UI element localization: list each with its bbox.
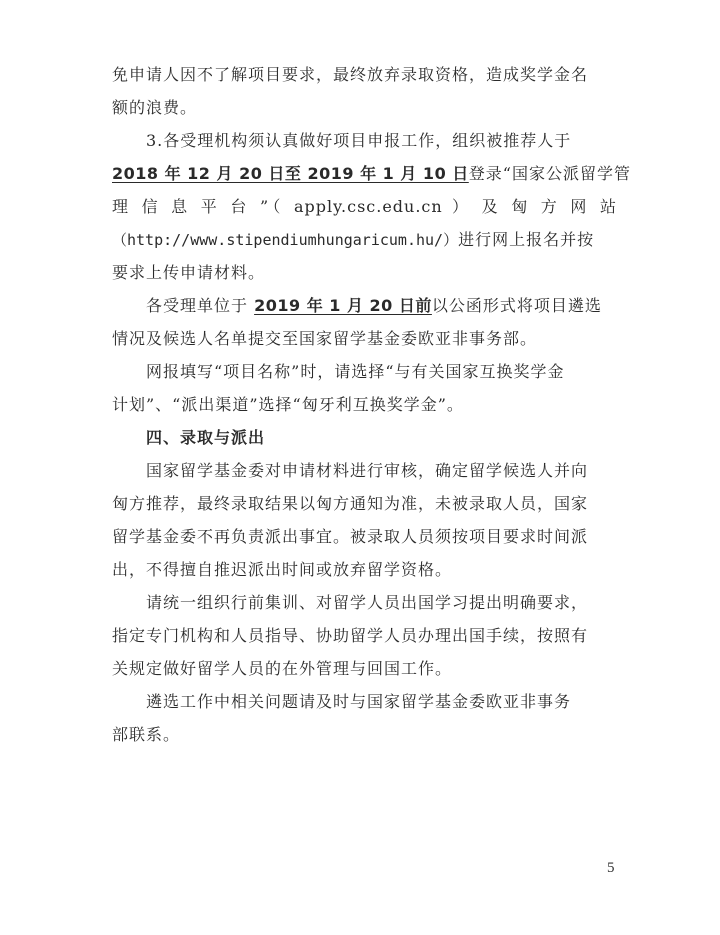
paragraph-line: 留学基金委不再负责派出事宜。被录取人员须按项目要求时间派	[112, 527, 589, 546]
line-text: 进行网上报名并按	[458, 230, 595, 249]
paragraph-line	[112, 289, 617, 322]
paragraph-line: 部联系。	[112, 725, 181, 744]
paragraph-line: 理 信 息 平 台 ”（ apply.csc.edu.cn ） 及 匈 方 网 站	[112, 197, 617, 216]
paragraph-line: 情况及候选人名单提交至国家留学基金委欧亚非事务部。	[112, 329, 538, 348]
paragraph-line: 关规定做好留学人员的在外管理与回国工作。	[112, 659, 453, 678]
paragraph-line: 计划”、“派出渠道”选择“匈牙利互换奖学金”。	[112, 395, 464, 414]
paragraph-line: 匈方推荐，最终录取结果以匈方通知为准，未被录取人员，国家	[112, 494, 589, 513]
paragraph-line: 请统一组织行前集训、对留学人员出国学习提出明确要求，	[146, 593, 589, 612]
paragraph-line: 遴选工作中相关问题请及时与国家留学基金委欧亚非事务	[146, 692, 572, 711]
line-text: 登录“国家公派留学管	[468, 164, 631, 183]
paragraph-line: 要求上传申请材料。	[112, 263, 266, 282]
page-number: 5	[607, 860, 615, 876]
paragraph-line: 额的浪费。	[112, 98, 198, 117]
website-url: （http://www.stipendiumhungaricum.hu/）	[112, 231, 459, 249]
paragraph-line: 网报填写“项目名称”时，请选择“与有关国家互换奖学金	[146, 362, 565, 381]
paragraph-line	[112, 157, 631, 190]
paragraph-line: 出，不得擅自推迟派出时间或放弃留学资格。	[112, 560, 453, 579]
deadline-date-range: 2018 年 12 月 20 日至 2019 年 1 月 10 日	[112, 164, 469, 183]
section-heading: 四、录取与派出	[146, 428, 266, 447]
deadline-date: 2019 年 1 月 20 日前	[254, 296, 432, 315]
paragraph-line: 国家留学基金委对申请材料进行审核，确定留学候选人并向	[146, 461, 589, 480]
line-text: 各受理单位于	[146, 296, 255, 315]
paragraph-line	[112, 223, 617, 256]
line-text: 以公函形式将项目遴选	[431, 296, 602, 315]
paragraph-line: 免申请人因不了解项目要求，最终放弃录取资格，造成奖学金名	[112, 65, 589, 84]
paragraph-line: 3.各受理机构须认真做好项目申报工作，组织被推荐人于	[146, 131, 572, 150]
document-body	[112, 58, 631, 751]
paragraph-line: 指定专门机构和人员指导、协助留学人员办理出国手续，按照有	[112, 626, 589, 645]
